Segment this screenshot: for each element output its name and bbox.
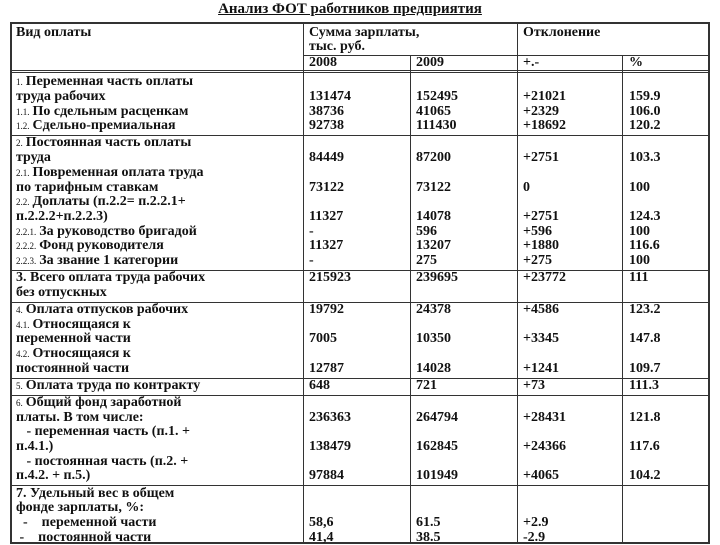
value-diff: +4586	[523, 301, 559, 317]
row-label	[16, 75, 193, 90]
item-label: - постоянная часть (п.2. +	[16, 453, 189, 469]
value-diff: +2751	[523, 150, 559, 166]
row-label	[16, 105, 188, 120]
item-number: 4.	[16, 304, 23, 315]
value-2009: 111430	[416, 118, 457, 134]
row-label	[16, 332, 131, 347]
value-pct: 100	[629, 179, 650, 195]
header-deviation: Отклонение	[523, 25, 601, 40]
value-2009: 721	[416, 377, 437, 393]
header-year-2008: 2008	[309, 55, 337, 70]
value-2008: 19792	[309, 301, 344, 317]
row-divider	[303, 55, 708, 56]
item-label: труда	[16, 150, 51, 166]
value-2009: 13207	[416, 238, 451, 254]
value-pct: 116.6	[629, 238, 660, 254]
row-label	[16, 501, 144, 516]
item-label: 7. Удельный вес в общем	[16, 485, 175, 501]
value-pct: 111.3	[629, 377, 659, 393]
value-pct: 104.2	[629, 468, 661, 484]
value-diff: +28431	[523, 409, 566, 425]
item-label: 3. Всего оплата труда рабочих	[16, 270, 206, 286]
row-label	[16, 239, 164, 254]
header-diff: +.-	[523, 55, 540, 70]
value-2009: 73122	[416, 179, 451, 195]
value-2008: 11327	[309, 238, 344, 254]
value-2008: 41,4	[309, 529, 334, 545]
value-2009: 61.5	[416, 514, 441, 530]
row-label	[16, 411, 144, 426]
value-pct: 123.2	[629, 301, 661, 317]
row-label	[16, 396, 181, 411]
value-2008: 73122	[309, 179, 344, 195]
value-2009: 10350	[416, 331, 451, 347]
value-diff: +18692	[523, 118, 566, 134]
item-label: - переменной части	[16, 514, 157, 530]
item-number: 1.1.	[16, 106, 30, 117]
value-2008: 131474	[309, 88, 351, 104]
row-label	[16, 119, 176, 134]
header-year-2009: 2009	[416, 55, 444, 70]
value-2009: 264794	[416, 409, 458, 425]
item-label: - постоянной части	[16, 529, 152, 545]
item-label: Доплаты (п.2.2= п.2.2.1+	[32, 194, 186, 210]
value-2009: 596	[416, 223, 437, 239]
value-diff: +596	[523, 223, 552, 239]
row-label	[16, 469, 90, 484]
value-pct: 100	[629, 223, 650, 239]
value-pct: 124.3	[629, 208, 661, 224]
value-2009: 152495	[416, 88, 458, 104]
value-pct: 147.8	[629, 331, 661, 347]
item-label: переменной части	[16, 331, 131, 347]
value-pct: 117.6	[629, 439, 660, 454]
value-2008: 11327	[309, 208, 344, 224]
item-number: 4.1.	[16, 319, 30, 330]
value-diff: +2329	[523, 103, 559, 119]
value-diff: +4065	[523, 468, 559, 484]
value-diff: +1880	[523, 238, 559, 254]
item-label: платы. В том числе:	[16, 409, 144, 425]
row-label	[16, 318, 131, 333]
value-diff: +2751	[523, 208, 559, 224]
value-pct: 120.2	[629, 118, 661, 134]
row-label	[16, 531, 151, 545]
value-diff: +1241	[523, 360, 559, 376]
value-2008: 92738	[309, 118, 344, 134]
item-label: Постоянная часть оплаты	[25, 135, 192, 151]
item-label: - переменная часть (п.1. +	[16, 424, 190, 440]
value-diff: +2.9	[523, 514, 549, 530]
value-2008: -	[309, 223, 314, 239]
item-label: п.2.2.2+п.2.2.3)	[16, 208, 108, 224]
item-number: 2.2.	[16, 197, 30, 208]
item-label: Оплата отпусков рабочих	[25, 301, 189, 317]
value-diff: -2.9	[523, 529, 546, 545]
item-label: фонде зарплаты, %:	[16, 500, 144, 516]
value-pct: 159.9	[629, 88, 661, 104]
value-2008: 648	[309, 377, 330, 393]
value-2009: 14028	[416, 360, 451, 376]
value-diff: 0	[523, 179, 530, 195]
row-label	[16, 487, 174, 502]
value-2009: 24378	[416, 301, 451, 317]
item-label: Переменная часть оплаты	[25, 74, 194, 90]
item-number: 2.2.1.	[16, 226, 37, 237]
item-label: Относящаяся к	[32, 316, 131, 332]
row-label	[16, 286, 107, 301]
column-divider	[410, 55, 411, 542]
row-label	[16, 181, 158, 196]
row-label	[16, 210, 108, 225]
item-label: Оплата труда по контракту	[25, 377, 201, 393]
value-diff: +23772	[523, 270, 566, 286]
value-pct: 100	[629, 253, 650, 268]
item-number: 1.	[16, 77, 23, 88]
header-payment-type: Вид оплаты	[16, 25, 92, 40]
item-number: 4.2.	[16, 349, 30, 359]
item-number: 2.2.3.	[16, 256, 37, 266]
row-label	[16, 347, 131, 362]
row-label	[16, 225, 197, 240]
value-2009: 14078	[416, 208, 451, 224]
value-2009: 162845	[416, 439, 458, 454]
row-label	[16, 425, 190, 440]
item-number: 1.2.	[16, 121, 30, 132]
item-label: Относящаяся к	[32, 346, 131, 361]
item-label: постоянной части	[16, 360, 130, 376]
column-divider	[517, 24, 518, 542]
payroll-analysis-table	[10, 22, 710, 544]
value-2009: 101949	[416, 468, 458, 484]
item-number: 2.2.2.	[16, 241, 37, 252]
row-label	[16, 271, 205, 286]
value-2009: 239695	[416, 270, 458, 286]
value-diff: +73	[523, 377, 545, 393]
value-pct: 111	[629, 270, 649, 286]
item-label: труда рабочих	[16, 88, 106, 104]
row-label	[16, 254, 178, 269]
item-label: Повременная оплата труда	[32, 164, 204, 180]
item-label: Фонд руководителя	[39, 238, 164, 254]
row-label	[16, 303, 188, 318]
row-label	[16, 362, 129, 377]
value-2008: 38736	[309, 103, 344, 119]
value-2008: 215923	[309, 270, 351, 286]
value-2008: 7005	[309, 331, 337, 347]
item-label: по тарифным ставкам	[16, 179, 159, 195]
row-label	[16, 516, 156, 531]
value-2008: 97884	[309, 468, 344, 484]
value-diff: +3345	[523, 331, 559, 347]
value-diff: +275	[523, 253, 552, 268]
value-2009: 275	[416, 253, 437, 268]
header-pct: %	[629, 55, 643, 70]
item-label: За руководство бригадой	[39, 223, 197, 239]
value-diff: +24366	[523, 439, 566, 454]
item-label: п.4.2. + п.5.)	[16, 468, 91, 484]
row-label	[16, 151, 51, 166]
header-salary-unit: тыс. руб.	[309, 39, 365, 54]
value-2009: 41065	[416, 103, 451, 119]
header-divider	[12, 70, 708, 73]
item-label: п.4.1.)	[16, 439, 54, 454]
document-title: Анализ ФОТ работников предприятия	[218, 1, 482, 17]
value-2008: 58,6	[309, 514, 334, 530]
item-label: По сдельным расценкам	[32, 103, 189, 119]
item-number: 2.1.	[16, 167, 30, 178]
item-number: 2.	[16, 138, 23, 149]
item-label: Сдельно-премиальная	[32, 118, 176, 134]
row-label	[16, 195, 186, 210]
row-label	[16, 379, 200, 394]
value-pct: 121.8	[629, 409, 661, 425]
value-2008: -	[309, 253, 314, 268]
value-pct: 103.3	[629, 150, 661, 166]
item-label: без отпускных	[16, 284, 107, 300]
row-label	[16, 166, 204, 181]
value-pct: 109.7	[629, 360, 661, 376]
item-label: Общий фонд заработной	[25, 394, 182, 410]
column-divider	[303, 24, 304, 542]
row-label	[16, 440, 53, 455]
value-2009: 38.5	[416, 529, 441, 545]
row-label	[16, 136, 191, 151]
value-pct: 106.0	[629, 103, 661, 119]
value-diff: +21021	[523, 88, 566, 104]
row-label	[16, 90, 106, 105]
value-2008: 138479	[309, 439, 351, 454]
row-label	[16, 455, 188, 470]
value-2008: 12787	[309, 360, 344, 376]
value-2009: 87200	[416, 150, 451, 166]
column-divider	[622, 55, 623, 542]
item-label: За звание 1 категории	[39, 253, 179, 268]
value-2008: 84449	[309, 150, 344, 166]
item-number: 5.	[16, 380, 23, 391]
header-salary-sum: Сумма зарплаты,	[309, 25, 420, 40]
value-2008: 236363	[309, 409, 351, 425]
item-number: 6.	[16, 397, 23, 408]
